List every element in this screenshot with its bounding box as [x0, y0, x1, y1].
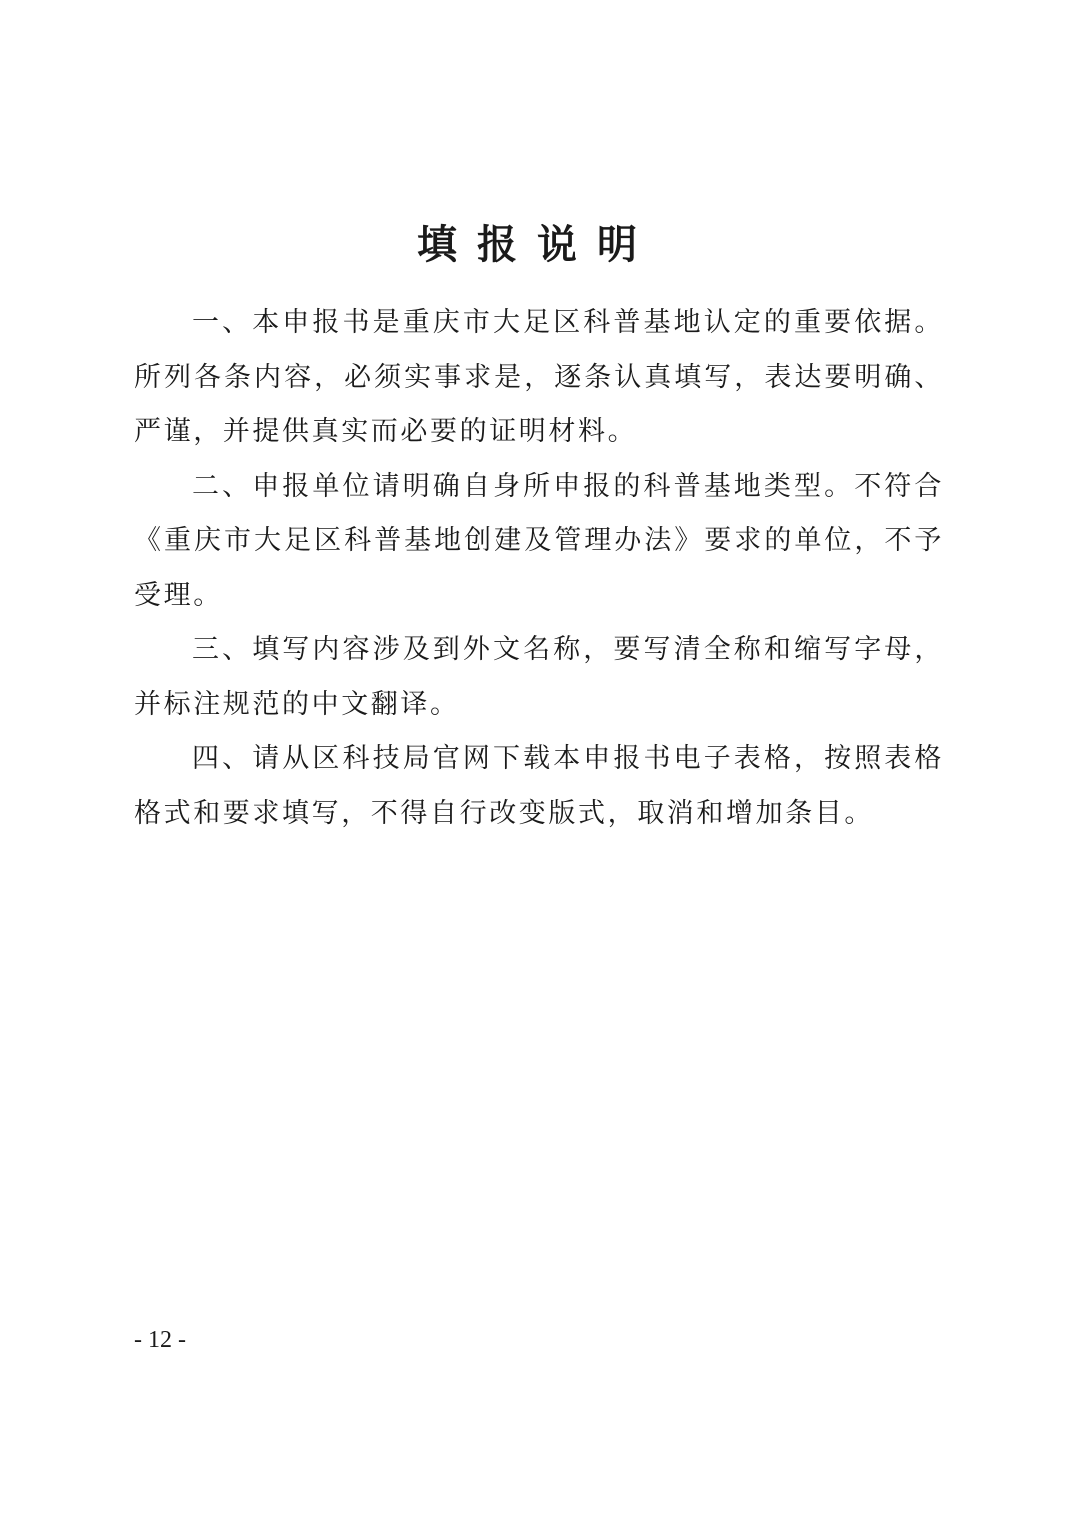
instruction-paragraph-3: 三、填写内容涉及到外文名称，要写清全称和缩写字母，并标注规范的中文翻译。	[134, 634, 944, 720]
instruction-paragraph-2: 二、申报单位请明确自身所申报的科普基地类型。不符合《重庆市大足区科普基地创建及管理办法》要求的单位，不予受理。	[134, 470, 944, 611]
instruction-paragraph-1: 一、本申报书是重庆市大足区科普基地认定的重要依据。所列各条内容，必须实事求是，逐条认真填写，表达要明确、严谨，并提供真实而必要的证明材料。	[134, 307, 944, 447]
page-title: 填报说明	[417, 220, 657, 268]
instructions-body	[134, 296, 944, 841]
instruction-paragraph-4: 四、请从区科技局官网下载本申报书电子表格，按照表格格式和要求填写，不得自行改变版式，取消和增加条目。	[134, 743, 944, 829]
page-number: - 12 -	[134, 1327, 186, 1353]
